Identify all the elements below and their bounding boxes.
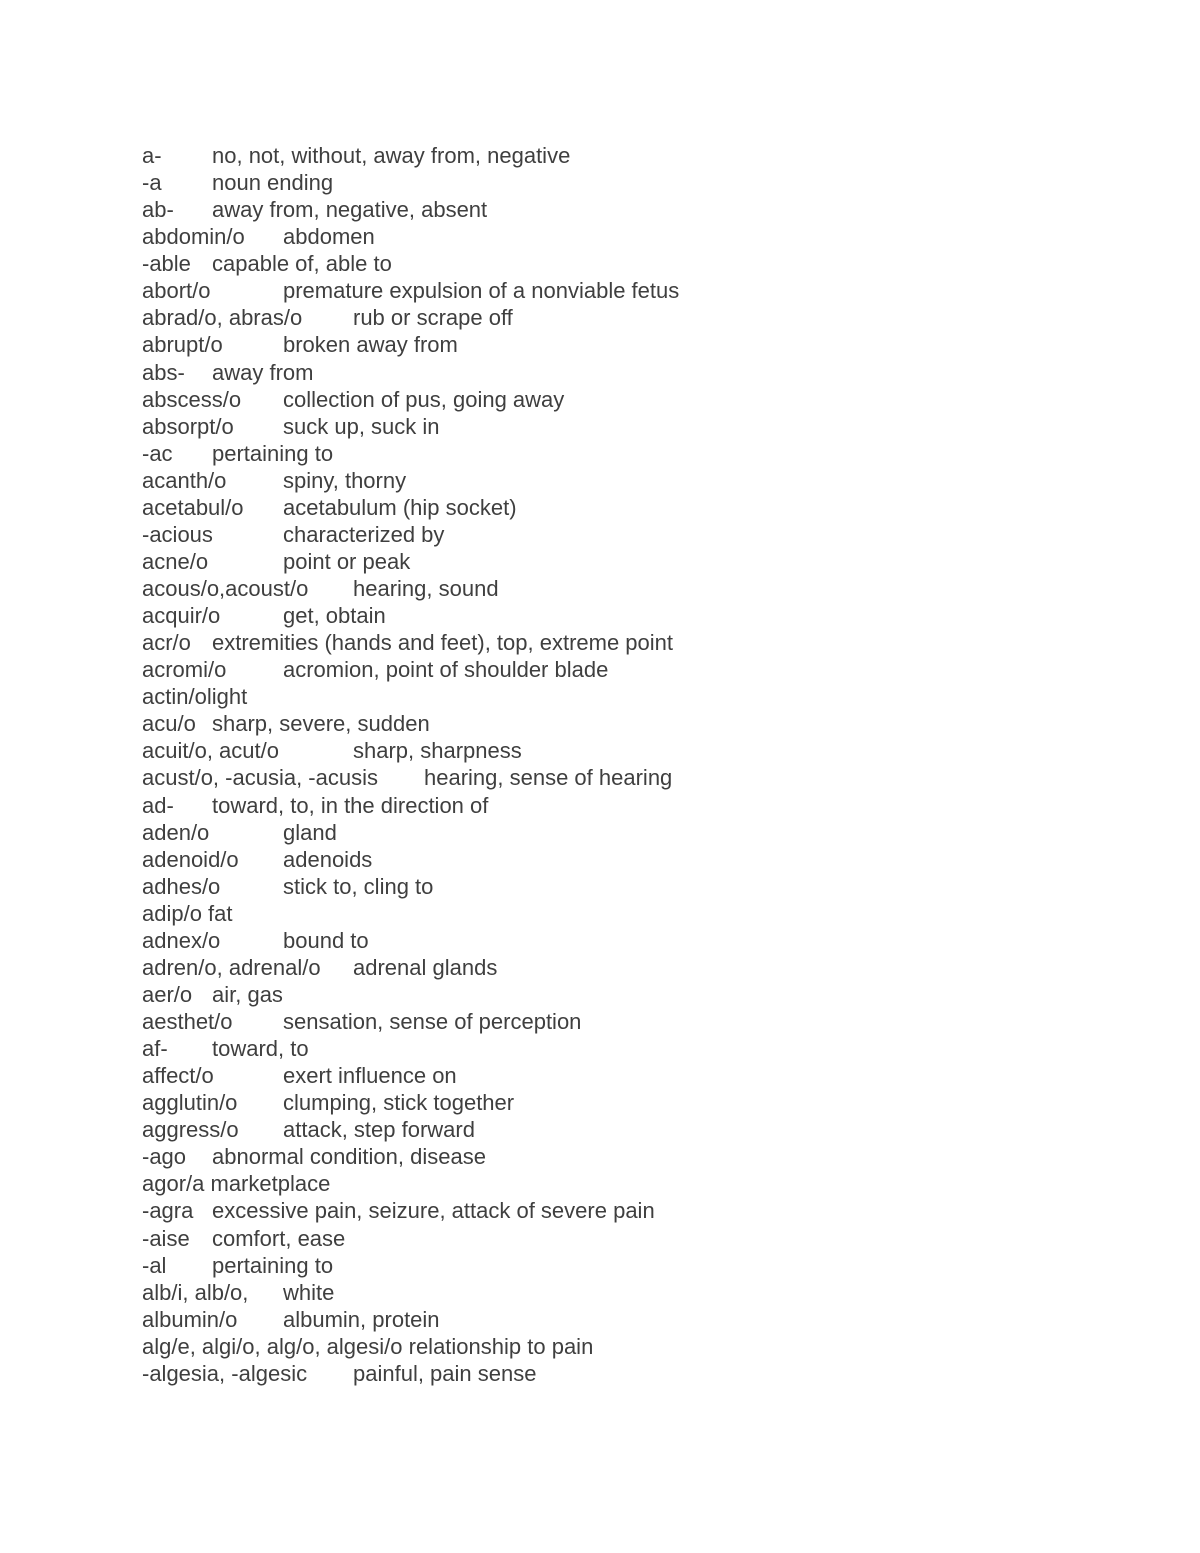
word-part-definition: away from, negative, absent bbox=[212, 197, 488, 223]
word-part-definition: adenoids bbox=[283, 846, 373, 872]
word-part-definition: exert influence on bbox=[283, 1063, 457, 1089]
word-part-term: abs- bbox=[142, 359, 185, 385]
list-item bbox=[142, 467, 1102, 494]
list-item bbox=[142, 304, 1102, 331]
list-item bbox=[142, 1360, 1102, 1387]
list-item bbox=[142, 521, 1102, 548]
word-part-term: acne/o bbox=[142, 548, 209, 574]
list-item bbox=[142, 846, 1102, 873]
list-item bbox=[142, 331, 1102, 358]
word-part-term: acr/o bbox=[142, 630, 191, 656]
word-part-term: -able bbox=[142, 251, 191, 277]
word-part-definition: acromion, point of shoulder blade bbox=[283, 657, 609, 683]
list-item bbox=[142, 710, 1102, 737]
word-part-term: actin/olight bbox=[142, 684, 248, 710]
word-part-definition: abnormal condition, disease bbox=[212, 1144, 486, 1170]
word-part-term: ad- bbox=[142, 792, 174, 818]
word-part-term: -agra bbox=[142, 1198, 194, 1224]
word-part-definition: suck up, suck in bbox=[283, 413, 440, 439]
word-part-term: adhes/o bbox=[142, 873, 221, 899]
word-part-term: aden/o bbox=[142, 819, 210, 845]
list-item bbox=[142, 764, 1102, 791]
list-item bbox=[142, 1279, 1102, 1306]
word-part-definition: toward, to, in the direction of bbox=[212, 792, 489, 818]
word-part-definition: capable of, able to bbox=[212, 251, 392, 277]
word-part-term: abort/o bbox=[142, 278, 211, 304]
word-part-definition: comfort, ease bbox=[212, 1225, 346, 1251]
word-part-definition: point or peak bbox=[283, 548, 411, 574]
word-part-definition: abdomen bbox=[283, 224, 375, 250]
list-item bbox=[142, 1062, 1102, 1089]
list-item bbox=[142, 1035, 1102, 1062]
word-part-term: abrad/o, abras/o bbox=[142, 305, 303, 331]
list-item bbox=[142, 656, 1102, 683]
list-item bbox=[142, 277, 1102, 304]
list-item bbox=[142, 792, 1102, 819]
list-item bbox=[142, 1116, 1102, 1143]
list-item bbox=[142, 359, 1102, 386]
word-part-term: acromi/o bbox=[142, 657, 227, 683]
word-part-term: adnex/o bbox=[142, 927, 221, 953]
word-part-definition: pertaining to bbox=[212, 440, 334, 466]
word-part-term: -al bbox=[142, 1252, 167, 1278]
word-part-definition: stick to, cling to bbox=[283, 873, 434, 899]
list-item bbox=[142, 1225, 1102, 1252]
word-part-term: agor/a marketplace bbox=[142, 1171, 331, 1197]
word-part-term: alb/i, alb/o, bbox=[142, 1279, 249, 1305]
list-item bbox=[142, 927, 1102, 954]
word-part-term: affect/o bbox=[142, 1063, 214, 1089]
word-part-definition: air, gas bbox=[212, 981, 283, 1007]
word-part-term: aer/o bbox=[142, 981, 193, 1007]
word-part-definition: white bbox=[283, 1279, 335, 1305]
word-part-term: agglutin/o bbox=[142, 1090, 238, 1116]
list-item bbox=[142, 196, 1102, 223]
word-part-term: -acious bbox=[142, 521, 213, 547]
list-item bbox=[142, 1170, 1102, 1197]
word-part-definition: acetabulum (hip socket) bbox=[283, 494, 517, 520]
list-item bbox=[142, 548, 1102, 575]
word-part-term: acquir/o bbox=[142, 603, 221, 629]
list-item bbox=[142, 575, 1102, 602]
word-part-term: acanth/o bbox=[142, 467, 227, 493]
word-part-term: abdomin/o bbox=[142, 224, 245, 250]
word-part-term: -ago bbox=[142, 1144, 187, 1170]
word-part-term: adip/o fat bbox=[142, 900, 233, 926]
list-item bbox=[142, 1306, 1102, 1333]
word-part-term: albumin/o bbox=[142, 1306, 238, 1332]
word-part-term: a- bbox=[142, 143, 162, 168]
word-part-term: abscess/o bbox=[142, 386, 242, 412]
word-part-term: acust/o, -acusia, -acusis bbox=[142, 765, 378, 791]
word-part-definition: noun ending bbox=[212, 170, 334, 196]
word-part-term: acu/o bbox=[142, 711, 196, 737]
list-item bbox=[142, 900, 1102, 927]
word-part-definition: painful, pain sense bbox=[353, 1360, 537, 1386]
word-part-definition: rub or scrape off bbox=[353, 305, 513, 331]
list-item bbox=[142, 386, 1102, 413]
word-part-term: absorpt/o bbox=[142, 413, 234, 439]
word-part-definition: no, not, without, away from, negative bbox=[212, 143, 571, 168]
word-part-term: adenoid/o bbox=[142, 846, 239, 872]
word-part-term: alg/e, algi/o, alg/o, algesi/o relationship to pain bbox=[142, 1333, 594, 1359]
list-item bbox=[142, 819, 1102, 846]
word-part-definition: broken away from bbox=[283, 332, 458, 358]
word-part-definition: attack, step forward bbox=[283, 1117, 475, 1143]
list-item bbox=[142, 1143, 1102, 1170]
word-part-definition: adrenal glands bbox=[353, 954, 498, 980]
word-part-definition: pertaining to bbox=[212, 1252, 334, 1278]
list-item bbox=[142, 440, 1102, 467]
list-item bbox=[142, 1252, 1102, 1279]
word-part-term: acous/o,acoust/o bbox=[142, 576, 309, 601]
list-item bbox=[142, 1089, 1102, 1116]
word-part-term: af- bbox=[142, 1036, 168, 1062]
list-item bbox=[142, 629, 1102, 656]
word-part-definition: premature expulsion of a nonviable fetus bbox=[283, 278, 680, 304]
word-part-definition: bound to bbox=[283, 927, 369, 953]
word-part-term: -ac bbox=[142, 440, 173, 466]
word-part-term: -aise bbox=[142, 1225, 190, 1251]
list-item bbox=[142, 873, 1102, 900]
word-part-definition: gland bbox=[283, 819, 337, 845]
list-item bbox=[142, 981, 1102, 1008]
word-part-term: -a bbox=[142, 170, 162, 196]
word-part-definition: collection of pus, going away bbox=[283, 386, 565, 412]
word-part-definition: sensation, sense of perception bbox=[283, 1009, 582, 1034]
word-part-term: abrupt/o bbox=[142, 332, 223, 358]
word-part-term: aggress/o bbox=[142, 1117, 239, 1143]
word-part-term: aesthet/o bbox=[142, 1009, 233, 1034]
word-part-term: acetabul/o bbox=[142, 494, 244, 520]
list-item bbox=[142, 142, 1102, 169]
list-item bbox=[142, 954, 1102, 981]
list-item bbox=[142, 683, 1102, 710]
word-part-definition: sharp, sharpness bbox=[353, 738, 522, 764]
word-part-definition: hearing, sense of hearing bbox=[424, 765, 673, 791]
word-part-list bbox=[142, 142, 1102, 1387]
list-item bbox=[142, 494, 1102, 521]
list-item bbox=[142, 1333, 1102, 1360]
word-part-definition: spiny, thorny bbox=[283, 467, 407, 493]
list-item bbox=[142, 1197, 1102, 1224]
word-part-term: -algesia, -algesic bbox=[142, 1360, 308, 1386]
list-item bbox=[142, 602, 1102, 629]
word-part-definition: excessive pain, seizure, attack of severe pain bbox=[212, 1198, 655, 1224]
word-part-term: ab- bbox=[142, 197, 174, 223]
word-part-definition: get, obtain bbox=[283, 603, 386, 629]
list-item bbox=[142, 250, 1102, 277]
word-part-definition: extremities (hands and feet), top, extreme point bbox=[212, 630, 674, 656]
word-part-definition: clumping, stick together bbox=[283, 1090, 515, 1116]
list-item bbox=[142, 169, 1102, 196]
word-part-definition: toward, to bbox=[212, 1036, 309, 1062]
list-item bbox=[142, 223, 1102, 250]
list-item bbox=[142, 413, 1102, 440]
word-part-definition: sharp, severe, sudden bbox=[212, 711, 430, 737]
word-part-term: acuit/o, acut/o bbox=[142, 738, 279, 764]
word-part-definition: albumin, protein bbox=[283, 1306, 440, 1332]
list-item bbox=[142, 737, 1102, 764]
word-part-definition: away from bbox=[212, 359, 314, 385]
word-part-term: adren/o, adrenal/o bbox=[142, 954, 321, 980]
word-part-definition: hearing, sound bbox=[353, 576, 499, 601]
word-part-definition: characterized by bbox=[283, 521, 445, 547]
list-item bbox=[142, 1008, 1102, 1035]
